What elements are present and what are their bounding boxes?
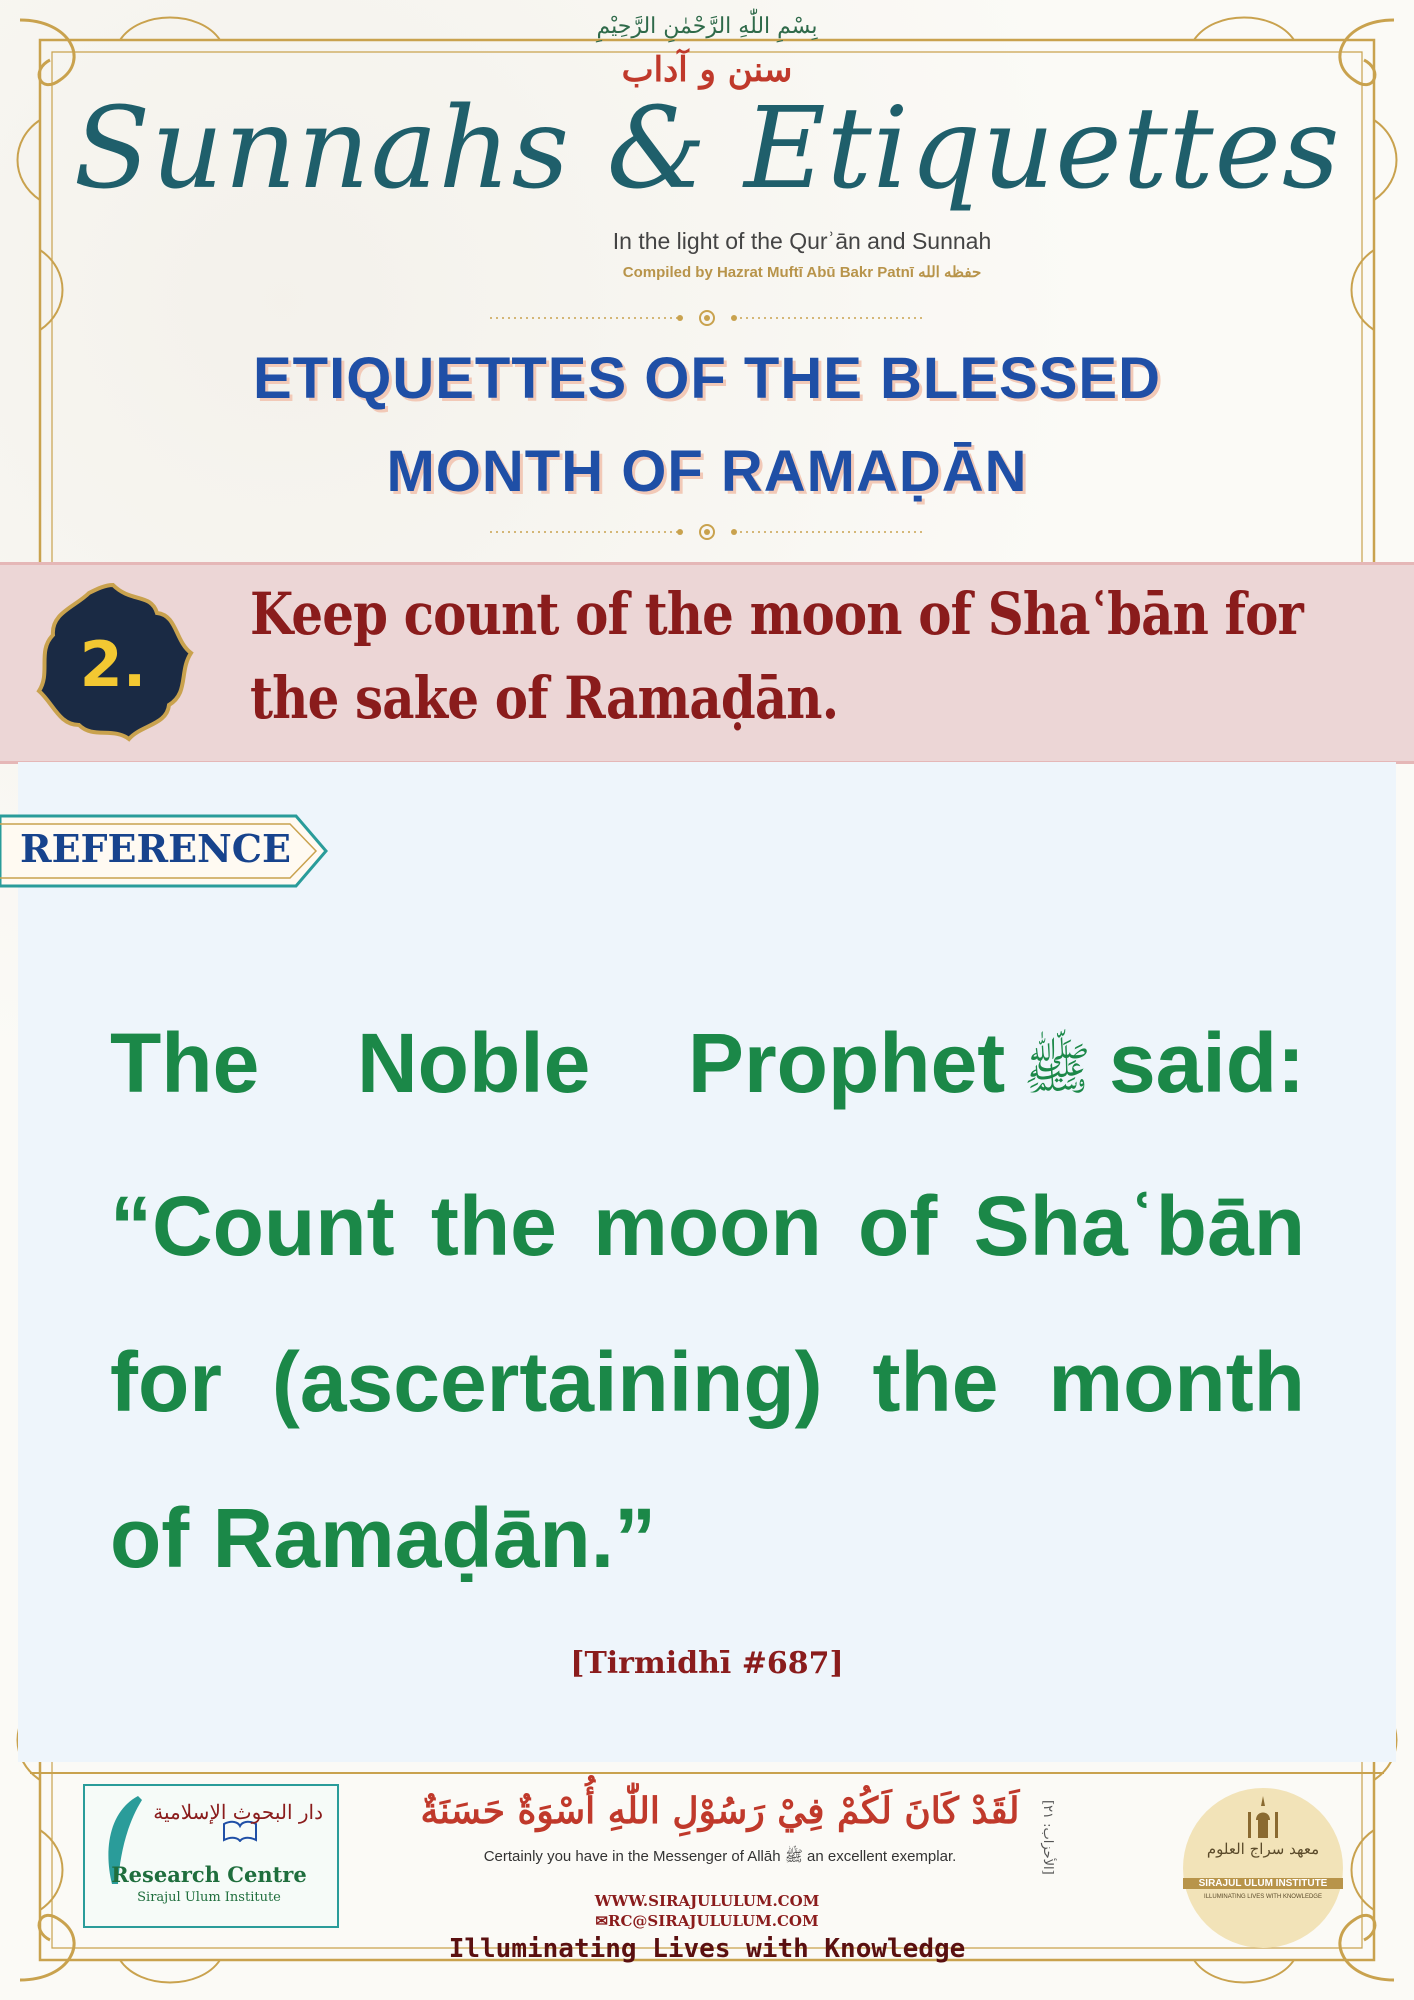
website-link[interactable]: WWW.SIRAJULULUM.COM: [594, 1892, 820, 1910]
research-centre-name: Research Centre: [111, 1862, 307, 1887]
ornament-divider-bottom: [490, 522, 924, 542]
bismillah-calligraphy: بِسْمِ اللّٰهِ الرَّحْمٰنِ الرَّحِيْمِ: [596, 14, 818, 39]
quran-verse-translation: Certainly you have in the Messenger of Allāh ﷺ an excellent exemplar.: [483, 1848, 957, 1865]
compiled-by: Compiled by Hazrat Muftī Abū Bakr Patnī حفظه الله: [622, 264, 982, 281]
compiled-by-wrap: [0, 263, 1414, 281]
hadith-citation: [Tirmidhī #687]: [570, 1646, 844, 1681]
footer-divider: [30, 1772, 1384, 1774]
point-number: 2.: [79, 628, 147, 701]
sirajul-ulum-tagline: ILLUMINATING LIVES WITH KNOWLEDGE: [1204, 1894, 1322, 1900]
footer-tagline: Illuminating Lives with Knowledge: [448, 1934, 966, 1964]
hadith-text: [110, 985, 1305, 1616]
topic-title-line2: MONTH OF RAMAḌĀN: [386, 439, 1028, 504]
arabic-series-title: سنن و آداب: [621, 50, 793, 90]
topic-title-line1: ETIQUETTES OF THE BLESSED: [253, 346, 1161, 411]
research-centre-sub: Sirajul Ulum Institute: [137, 1890, 281, 1905]
hadith-quote: “Count the moon of Shaʿbān for (ascertaining) the month of Ramaḍān.”: [110, 1178, 1305, 1585]
hadith-intro: The Noble Prophet: [110, 1016, 1006, 1110]
point-text: Keep count of the moon of Shaʿbān for the sake of Ramaḍān.: [250, 580, 1303, 732]
hadith-said: said:: [1108, 1016, 1305, 1110]
honorific-glyph: ﷺ: [1023, 1036, 1091, 1102]
quran-verse-reference: [الأحزاب: ٢١]: [1040, 1800, 1055, 1875]
series-subtitle-wrap: [0, 228, 1414, 255]
research-centre-arabic: دار البحوث الإسلامية: [153, 1800, 323, 1824]
series-title: Sunnahs & Etiquettes: [73, 84, 1341, 214]
sirajul-ulum-arabic: معهد سراج العلوم: [1206, 1840, 1320, 1858]
series-subtitle: In the light of the Qurʾān and Sunnah: [612, 228, 992, 254]
email-link[interactable]: ✉RC@SIRAJULULUM.COM: [595, 1912, 819, 1930]
mosque-icon: [1238, 1792, 1288, 1842]
quran-verse-arabic: لَقَدْ كَانَ لَكُمْ فِيْ رَسُوْلِ اللّٰهِ أُسْوَةٌ حَسَنَةٌ: [420, 1790, 1020, 1832]
sirajul-ulum-name: SIRAJUL ULUM INSTITUTE: [1183, 1878, 1343, 1889]
point-number-badge: [28, 578, 198, 748]
ornament-divider-top: [490, 308, 924, 328]
reference-label: REFERENCE: [20, 826, 291, 871]
